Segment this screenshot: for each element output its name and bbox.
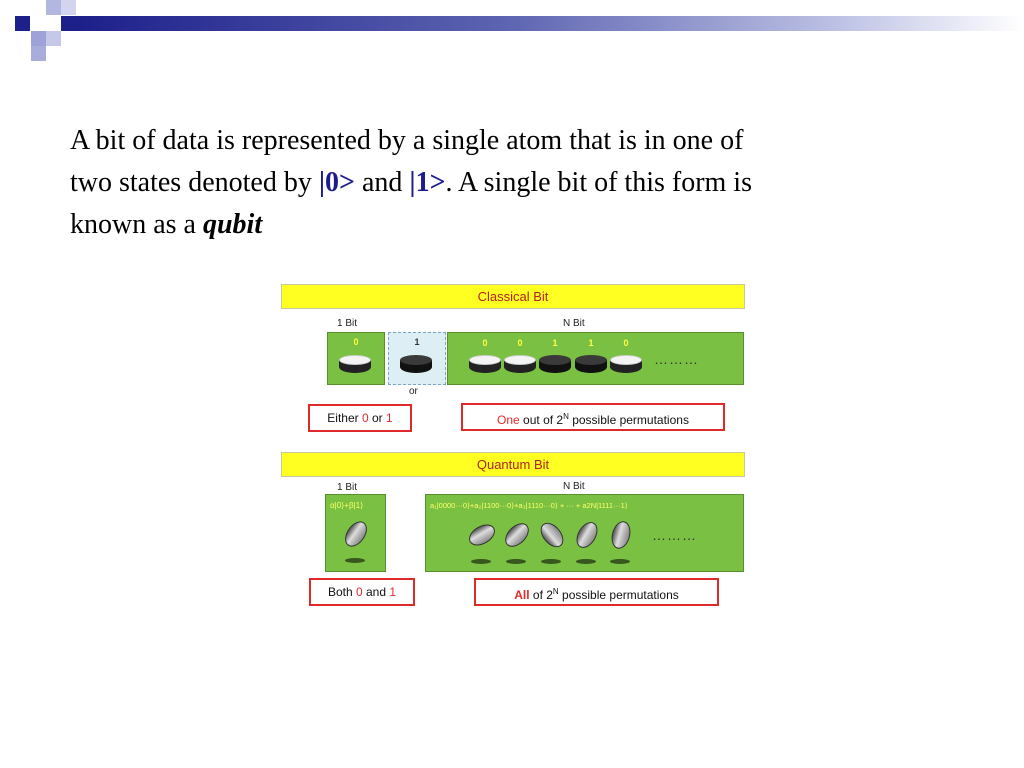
all-permutations-box: All of $2^N$ possible permutations [474,578,719,606]
white-disk [469,355,501,377]
or-label: or [409,386,418,397]
ket-one: |1> [409,167,446,198]
text-line: known as a qubit [70,209,263,240]
quantum-n-bit-label: N Bit [563,481,585,492]
single-qubit-formula: α|0⟩+β|1⟩ [330,501,364,510]
digit-label: 0 [353,337,359,347]
ellipsis: ……… [652,527,697,543]
ket-zero: |0> [318,167,355,198]
black-disk [575,355,607,377]
title-gradient-bar [76,16,1024,31]
classical-vs-quantum-figure [281,284,745,610]
tilted-disk [536,518,568,551]
digit-label: 1 [552,338,558,348]
black-disk [400,355,432,377]
corner-square [46,31,61,46]
text-line: two states denoted by |0> and |1>. A single bit of this form is [70,167,752,198]
classical-n-bit-box [447,332,744,385]
classical-bit-banner: Classical Bit [281,284,745,309]
n-qubit-formula: a₁|0000···0⟩+a₂|1100···0⟩+a₃|1110···0⟩ + ··· + a2N|1111···1⟩ [430,501,628,510]
quantum-bit-banner: Quantum Bit [281,452,745,477]
disk-shadow [541,559,561,564]
disk-shadow [345,558,365,563]
disk-shadow [610,559,630,564]
tilted-disk [572,518,602,551]
corner-square [31,31,46,46]
quantum-single-box [325,494,386,572]
slide-body-text [70,120,950,246]
classical-one-bit-label: 1 Bit [337,318,358,329]
classical-n-bit-label: N Bit [563,318,585,329]
classical-single-zero-box [327,332,385,385]
qubit-term: qubit [202,209,263,240]
classical-single-one-box [388,332,446,385]
quantum-one-bit-label: 1 Bit [337,482,358,493]
both-zero-and-one-box: Both 0 and 1 [309,578,415,606]
corner-square [15,16,30,31]
tilted-disk [341,517,372,550]
digit-label: 0 [482,338,488,348]
white-disk [610,355,642,377]
tilted-disk [501,519,534,552]
digit-label: 0 [517,338,523,348]
corner-square [61,16,76,31]
ellipsis: ……… [654,351,699,367]
one-of-permutations-box: One out of $2^N$ possible permutations [461,403,725,431]
quantum-n-bit-box [425,494,744,572]
corner-square [31,46,46,61]
black-disk [539,355,571,377]
digit-label: 1 [588,338,594,348]
digit-label: 0 [623,338,629,348]
disk-shadow [506,559,526,564]
either-zero-or-one-box: Either 0 or 1 [308,404,412,432]
white-disk [339,355,371,377]
tilted-disk [465,520,498,550]
text-line: A bit of data is represented by a single atom that is in one of [70,125,744,156]
disk-shadow [576,559,596,564]
corner-square [46,0,61,15]
tilted-disk [609,519,634,551]
corner-square [61,0,76,15]
digit-label: 1 [414,337,420,347]
slide-decoration [0,0,1024,64]
white-disk [504,355,536,377]
disk-shadow [471,559,491,564]
